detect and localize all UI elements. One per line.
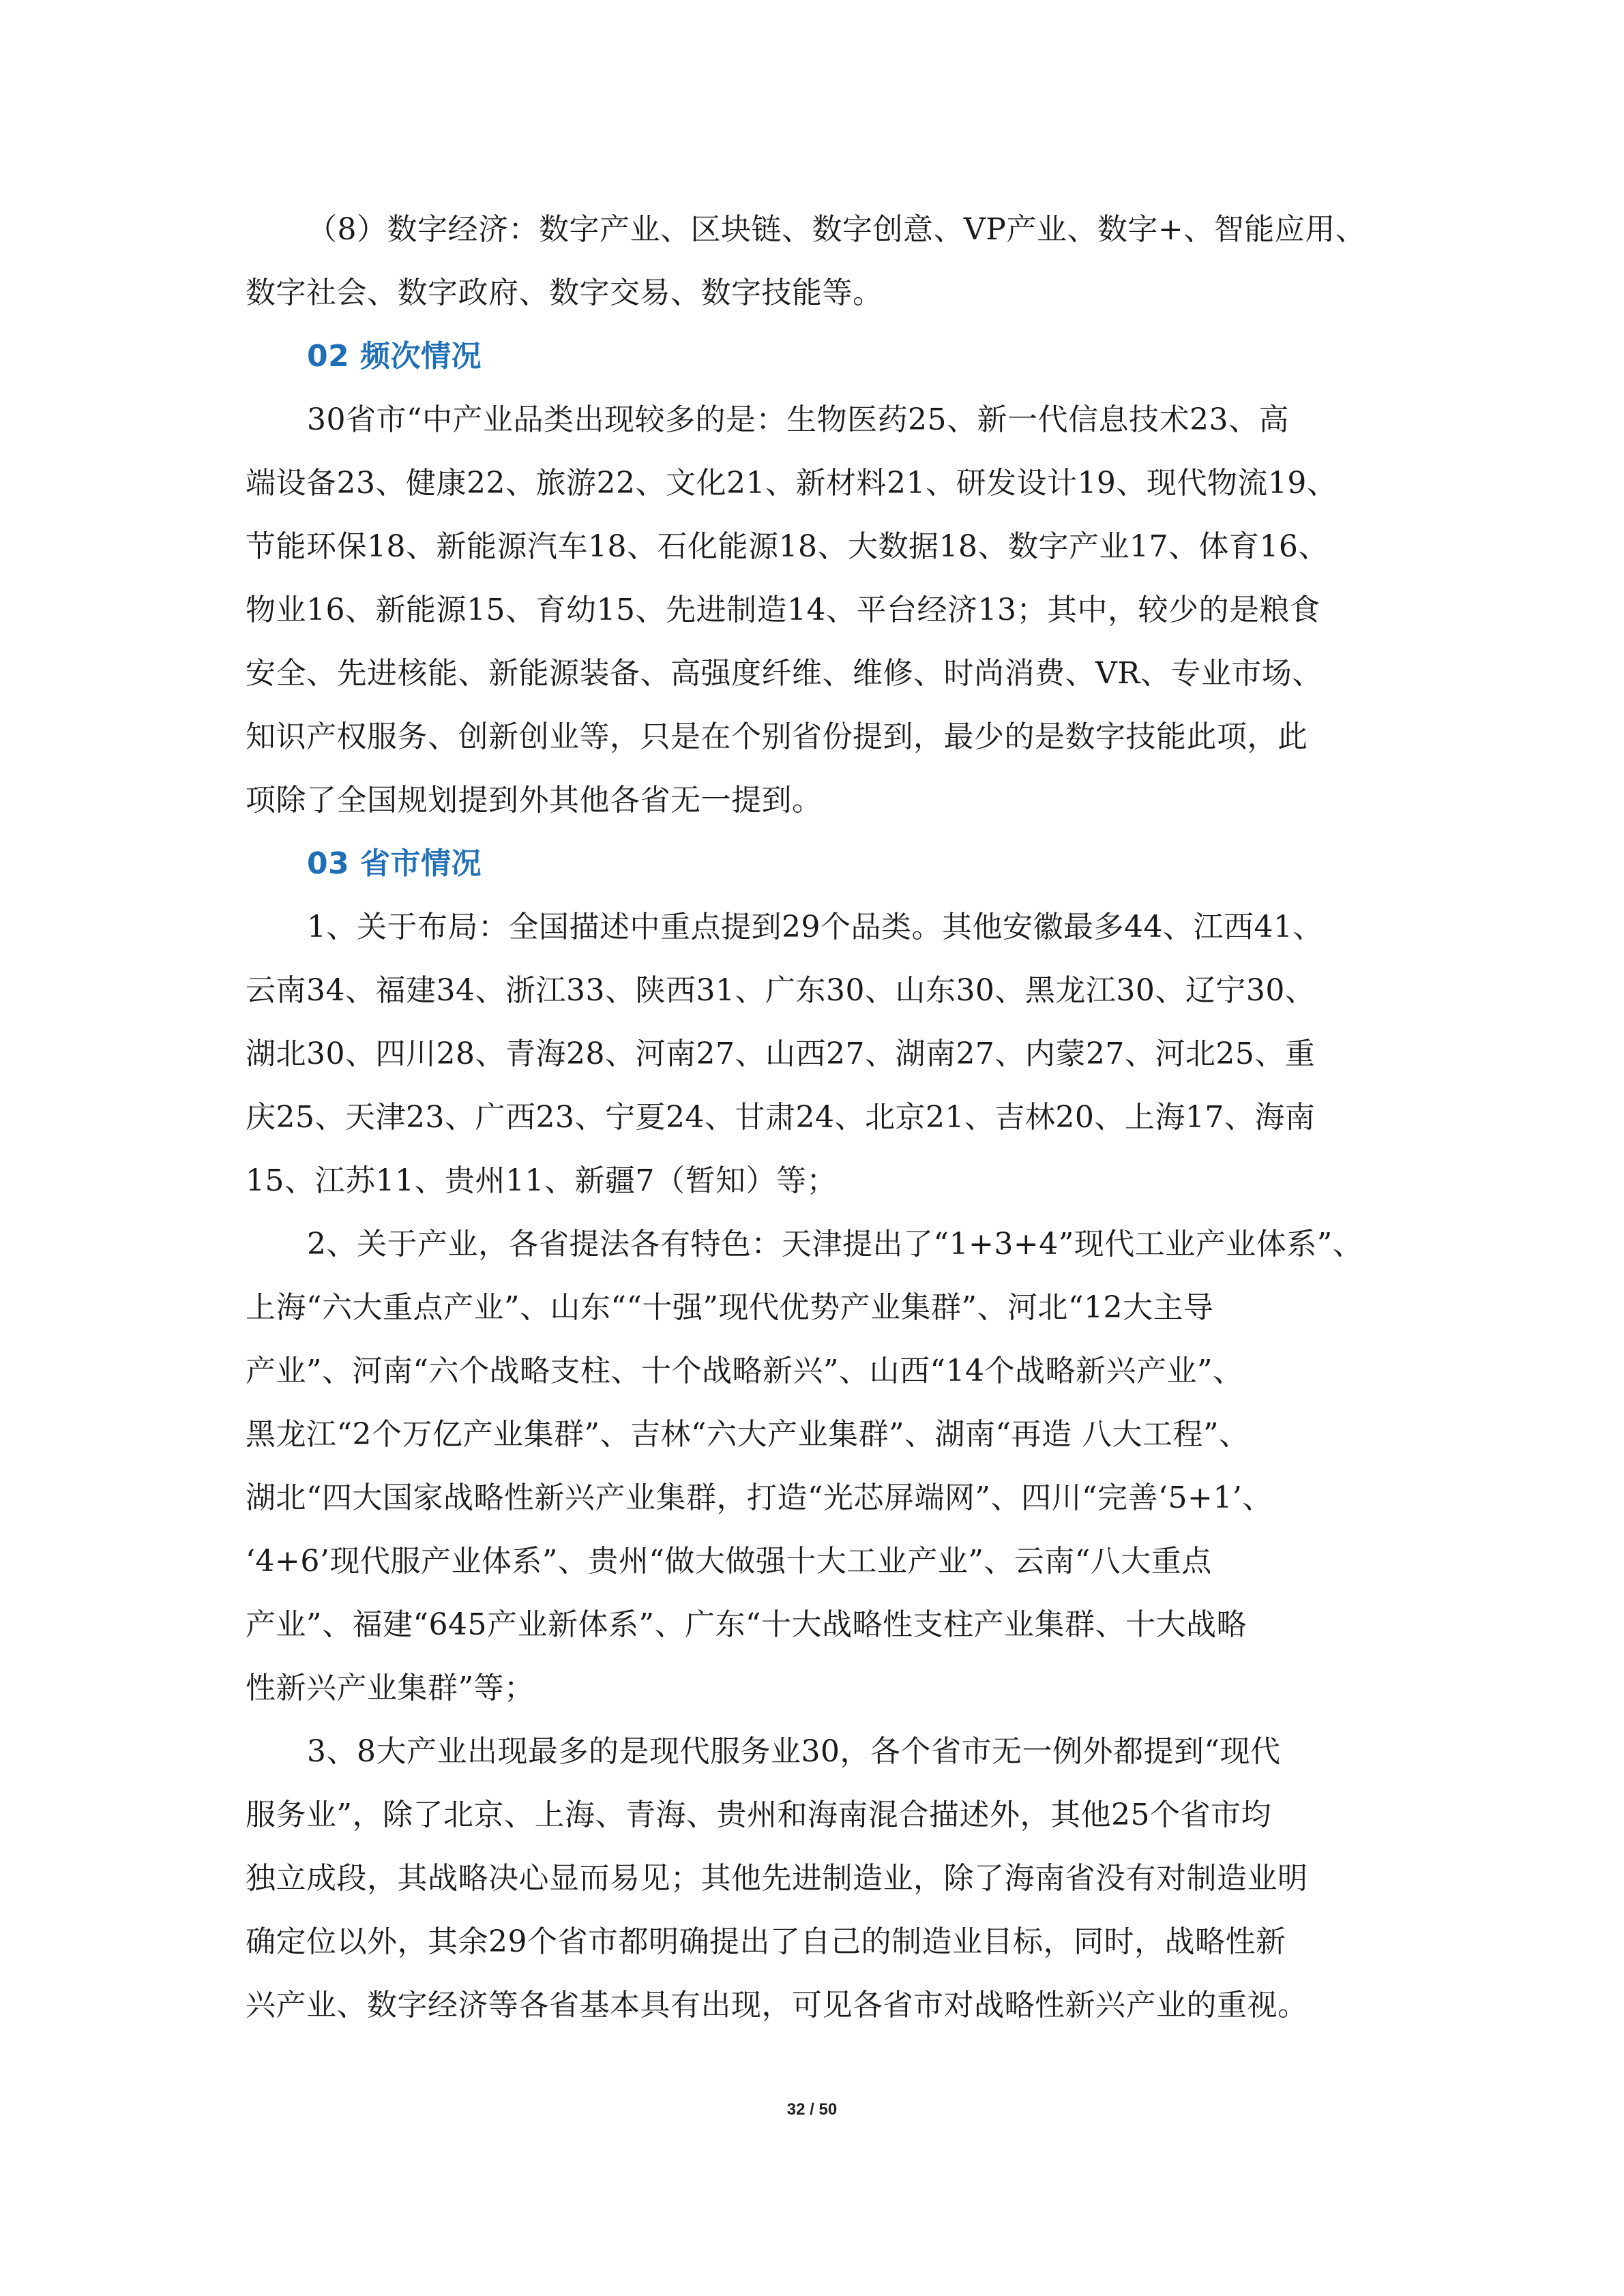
paragraph-line: ‘4+6’现代服产业体系”、贵州“做大做强十大工业产业”、云南“八大重点 (246, 1544, 1212, 1579)
paragraph-line: 云南34、福建34、浙江33、陕西31、广东30、山东30、黑龙江30、辽宁30、 (246, 973, 1316, 1008)
paragraph-line: 湖北30、四川28、青海28、河南27、山西27、湖南27、内蒙27、河北25、重 (246, 1037, 1316, 1071)
page-number: 32 / 50 (786, 2100, 838, 2119)
paragraph-line: 独立成段，其战略决心显而易见；其他先进制造业，除了海南省没有对制造业明 (246, 1861, 1308, 1896)
paragraph-line: 产业”、福建“645产业新体系”、广东“十大战略性支柱产业集群、十大战略 (246, 1607, 1247, 1642)
paragraph-line: 黑龙江“2个万亿产业集群”、吉林“六大产业集群”、湖南“再造 八大工程”、 (246, 1417, 1250, 1452)
paragraph-line: 兴产业、数字经济等各省基本具有出现，可见各省市对战略性新兴产业的重视。 (246, 1988, 1308, 2023)
paragraph-line: 服务业”，除了北京、上海、青海、贵州和海南混合描述外，其他25个省市均 (246, 1798, 1271, 1832)
section-heading: 03 省市情况 (307, 846, 482, 881)
section-heading: 02 频次情况 (307, 339, 482, 374)
paragraph-line: 项除了全国规划提到外其他各省无一提到。 (246, 783, 823, 818)
paragraph-line: 3、8大产业出现最多的是现代服务业30，各个省市无一例外都提到“现代 (307, 1734, 1281, 1769)
paragraph-line: 性新兴产业集群”等； (246, 1671, 535, 1705)
paragraph-line: 知识产权服务、创新创业等，只是在个别省份提到，最少的是数字技能此项，此 (246, 719, 1308, 754)
paragraph-line: 2、关于产业，各省提法各有特色：天津提出了“1+3+4”现代工业产业体系”、 (307, 1227, 1363, 1262)
paragraph-line: 湖北“四大国家战略性新兴产业集群，打造“光芯屏端网”、四川“完善‘5+1’、 (246, 1480, 1273, 1515)
paragraph-line: 上海“六大重点产业”、山东““十强”现代优势产业集群”、河北“12大主导 (246, 1290, 1214, 1325)
paragraph-line: 15、江苏11、贵州11、新疆7（暂知）等； (246, 1163, 837, 1198)
paragraph-line: 物业16、新能源15、育幼15、先进制造14、平台经济13；其中，较少的是粮食 (246, 593, 1320, 627)
paragraph-line: 产业”、河南“六个战略支柱、十个战略新兴”、山西“14个战略新兴产业”、 (246, 1354, 1243, 1388)
paragraph-line: （8）数字经济：数字产业、区块链、数字创意、VP产业、数字+、智能应用、 (307, 212, 1366, 247)
document-body (246, 198, 1391, 2037)
paragraph-line: 30省市“中产业品类出现较多的是：生物医药25、新一代信息技术23、高 (307, 402, 1289, 437)
paragraph-line: 端设备23、健康22、旅游22、文化21、新材料21、研发设计19、现代物流19、 (246, 466, 1338, 501)
paragraph-line: 数字社会、数字政府、数字交易、数字技能等。 (246, 275, 883, 310)
paragraph-line: 庆25、天津23、广西23、宁夏24、甘肃24、北京21、吉林20、上海17、海南 (246, 1100, 1316, 1135)
paragraph-line: 节能环保18、新能源汽车18、石化能源18、大数据18、数字产业17、体育16、 (246, 529, 1329, 564)
paragraph-line: 1、关于布局：全国描述中重点提到29个品类。其他安徽最多44、江西41、 (307, 910, 1323, 944)
paragraph-line: 安全、先进核能、新能源装备、高强度纤维、维修、时尚消费、VR、专业市场、 (246, 656, 1323, 691)
paragraph-line: 确定位以外，其余29个省市都明确提出了自己的制造业目标，同时，战略性新 (246, 1924, 1286, 1959)
